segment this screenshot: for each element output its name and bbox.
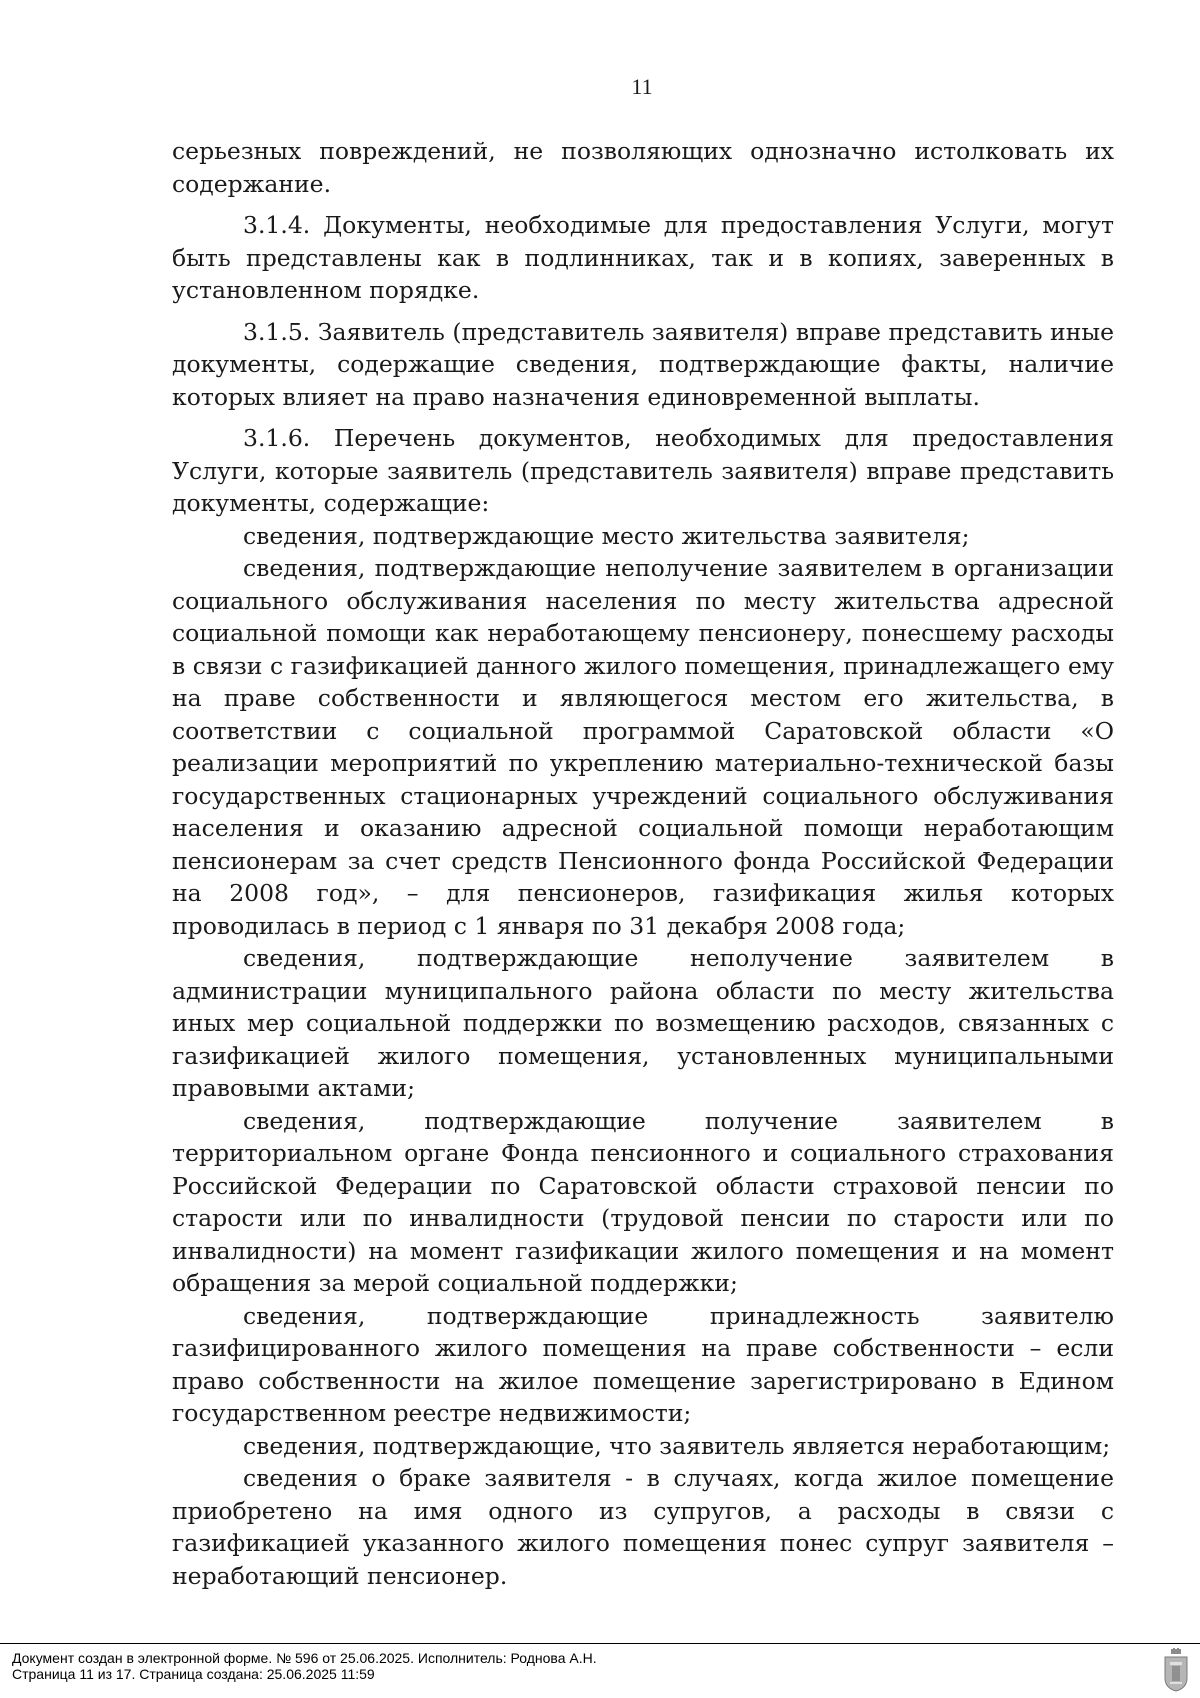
coat-of-arms-icon [1162, 1648, 1190, 1692]
document-footer [12, 1650, 597, 1682]
paragraph-3-1-4: 3.1.4. Документы, необходимые для предоставления Услуги, могут быть представлены как в подлинниках, так и в копиях, заверенных в установленном порядке. [172, 211, 1114, 304]
paragraph-3-1-5: 3.1.5. Заявитель (представитель заявителя) вправе представить иные документы, содержащие сведения, подтверждающие факты, наличие которых влияет на право назначения единовременной выплаты. [172, 317, 1114, 411]
document-body [172, 135, 1114, 1592]
paragraph-3-1-6: 3.1.6. Перечень документов, необходимых для предоставления Услуги, которые заявитель (представитель заявителя) вправе представить документы, содержащие: [172, 424, 1114, 517]
list-item-municipal-support: сведения, подтверждающие неполучение заявителем в администрации муниципального района области по месту жительства иных мер социальной поддержки по возмещению расходов, связанных с газификацией жилого помещения, установленных муниципальными правовыми актами; [172, 944, 1114, 1102]
list-item-marriage: сведения о браке заявителя - в случаях, когда жилое помещение приобретено на имя одного из супругов, а расходы в связи с газификацией указанного жилого помещения понес супруг заявителя – неработающий пенсионер. [172, 1464, 1114, 1590]
page-number: 11 [631, 74, 653, 99]
list-item-ownership: сведения, подтверждающие принадлежность заявителю газифицированного жилого помещения на праве собственности – если право собственности на жилое помещение зарегистрировано в Едином государственном реестре недвижимости; [172, 1301, 1114, 1427]
list-item-residence: сведения, подтверждающие место жительства заявителя; [243, 521, 970, 550]
paragraph-continuation: серьезных повреждений, не позволяющих однозначно истолковать их содержание. [172, 137, 1114, 198]
list-item-pension: сведения, подтверждающие получение заявителем в территориальном органе Фонда пенсионного и социального страхования Российской Федерации по Саратовской области страховой пенсии по старости или по инвалидности (трудовой пенсии по старости или по инвалидности) на момент газификации жилого помещения и на момент обращения за мерой социальной поддержки; [172, 1106, 1114, 1297]
list-item-social-assistance: сведения, подтверждающие неполучение заявителем в организации социального обслуживания населения по месту жительства адресной социальной помощи как неработающему пенсионеру, понесшему расходы в связи с газификацией данного жилого помещения, принадлежащего ему на праве собственности и являющегося местом его жительства, в соответствии с социальной программой Саратовской области «О реализации мероприятий по укреплению материально-технической базы государственных стационарных учреждений социального обслуживания населения и оказанию адресной социальной помощи неработающим пенсионерам за счет средств Пенсионного фонда Российской Федерации на 2008 год», – для пенсионеров, газификация жилья которых проводилась в период с 1 января по 31 декабря 2008 года; [172, 554, 1114, 940]
list-item-unemployed: сведения, подтверждающие, что заявитель является неработающим; [243, 1431, 1111, 1460]
footer-line-page-info: Страница 11 из 17. Страница создана: 25.06.2025 11:59 [12, 1666, 375, 1682]
footer-line-document-info: Документ создан в электронной форме. № 596 от 25.06.2025. Исполнитель: Роднова А.Н. [12, 1650, 597, 1666]
footer-divider [0, 1643, 1200, 1644]
